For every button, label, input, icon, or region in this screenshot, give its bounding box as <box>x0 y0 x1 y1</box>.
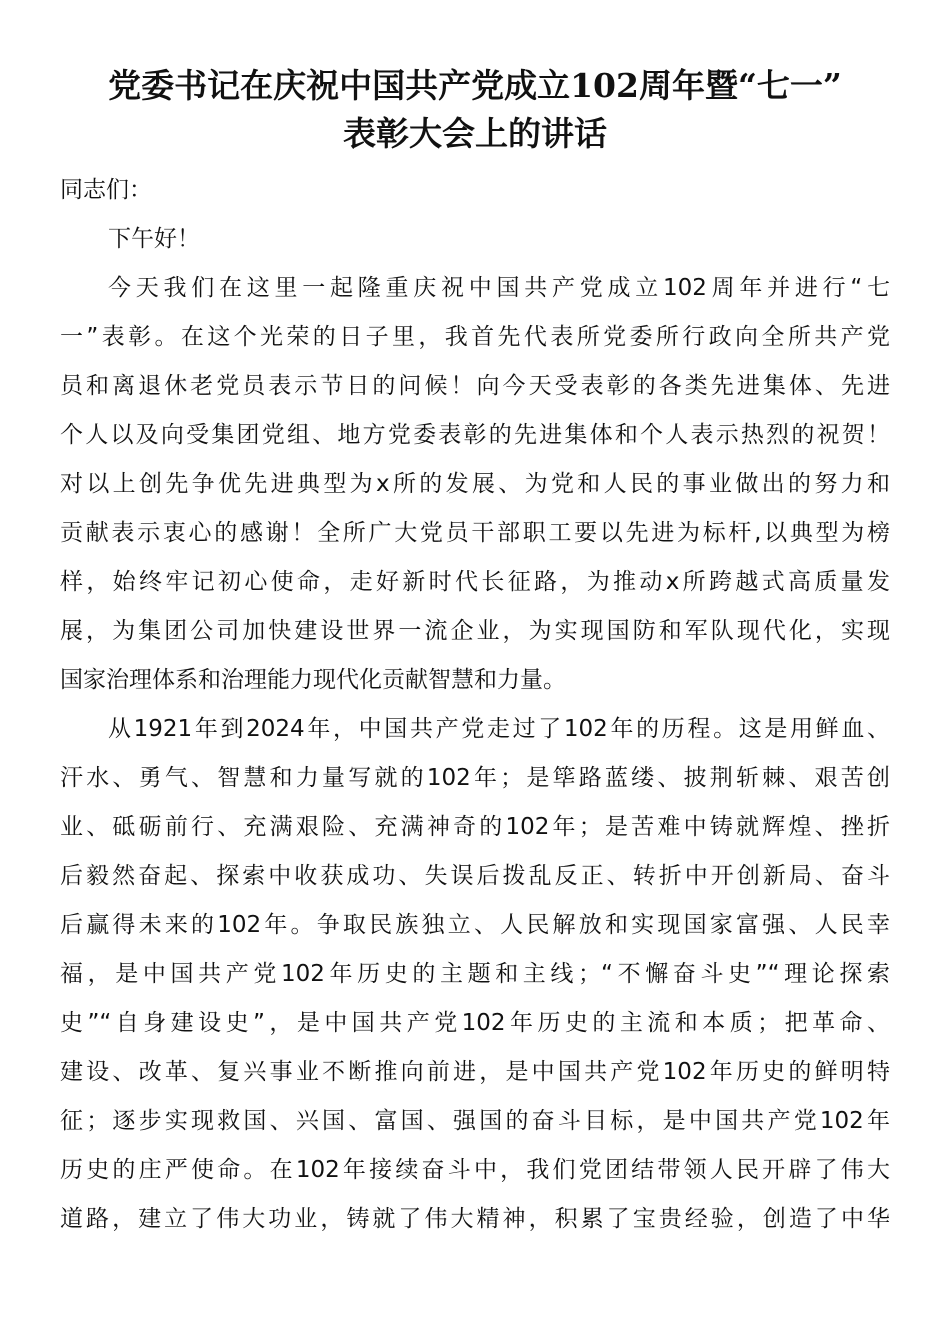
paragraph-line: 展，为集团公司加快建设世界一流企业，为实现国防和军队现代化，实现 <box>60 618 890 644</box>
paragraph-2 <box>60 705 890 1244</box>
paragraph-line: 历史的庄严使命。在102年接续奋斗中，我们党团结带领人民开辟了伟大 <box>60 1157 890 1183</box>
speech-title <box>60 62 890 158</box>
paragraph-line: 史”“自身建设史”，是中国共产党102年历史的主流和本质；把革命、 <box>60 1010 890 1036</box>
paragraph-1 <box>60 264 890 705</box>
paragraph-line: 今天我们在这里一起隆重庆祝中国共产党成立102周年并进行“七 <box>108 275 890 301</box>
paragraph-line: 后毅然奋起、探索中收获成功、失误后拨乱反正、转折中开创新局、奋斗 <box>60 863 890 889</box>
speech-body <box>60 166 890 1244</box>
salutation: 同志们： <box>60 177 152 203</box>
paragraph-line: 一”表彰。在这个光荣的日子里，我首先代表所党委所行政向全所共产党 <box>60 324 890 350</box>
paragraph-line: 个人以及向受集团党组、地方党委表彰的先进集体和个人表示热烈的祝贺！ <box>60 422 890 448</box>
paragraph-line: 员和离退休老党员表示节日的问候！向今天受表彰的各类先进集体、先进 <box>60 373 890 399</box>
paragraph-line: 从1921年到2024年，中国共产党走过了102年的历程。这是用鲜血、 <box>108 716 890 742</box>
title-line-1: 党委书记在庆祝中国共产党成立102周年暨“七一” <box>108 66 842 105</box>
paragraph-line: 国家治理体系和治理能力现代化贡献智慧和力量。 <box>60 667 566 693</box>
paragraph-line: 道路，建立了伟大功业，铸就了伟大精神，积累了宝贵经验，创造了中华 <box>60 1206 890 1232</box>
paragraph-line: 贡献表示衷心的感谢！全所广大党员干部职工要以先进为标杆,以典型为榜 <box>60 520 890 546</box>
paragraph-line: 对以上创先争优先进典型为x所的发展、为党和人民的事业做出的努力和 <box>60 471 890 497</box>
paragraph-line: 业、砥砺前行、充满艰险、充满神奇的102年；是苦难中铸就辉煌、挫折 <box>60 814 890 840</box>
paragraph-line: 后赢得未来的102年。争取民族独立、人民解放和实现国家富强、人民幸 <box>60 912 890 938</box>
paragraph-line: 样，始终牢记初心使命，走好新时代长征路，为推动x所跨越式高质量发 <box>60 569 890 595</box>
greeting: 下午好！ <box>108 226 200 252</box>
paragraph-line: 建设、改革、复兴事业不断推向前进，是中国共产党102年历史的鲜明特 <box>60 1059 890 1085</box>
paragraph-line: 福，是中国共产党102年历史的主题和主线；“不懈奋斗史”“理论探索 <box>60 961 890 987</box>
paragraph-line: 征；逐步实现救国、兴国、富国、强国的奋斗目标，是中国共产党102年 <box>60 1108 890 1134</box>
paragraph-line: 汗水、勇气、智慧和力量写就的102年；是筚路蓝缕、披荆斩棘、艰苦创 <box>60 765 890 791</box>
title-line-2: 表彰大会上的讲话 <box>343 114 607 153</box>
